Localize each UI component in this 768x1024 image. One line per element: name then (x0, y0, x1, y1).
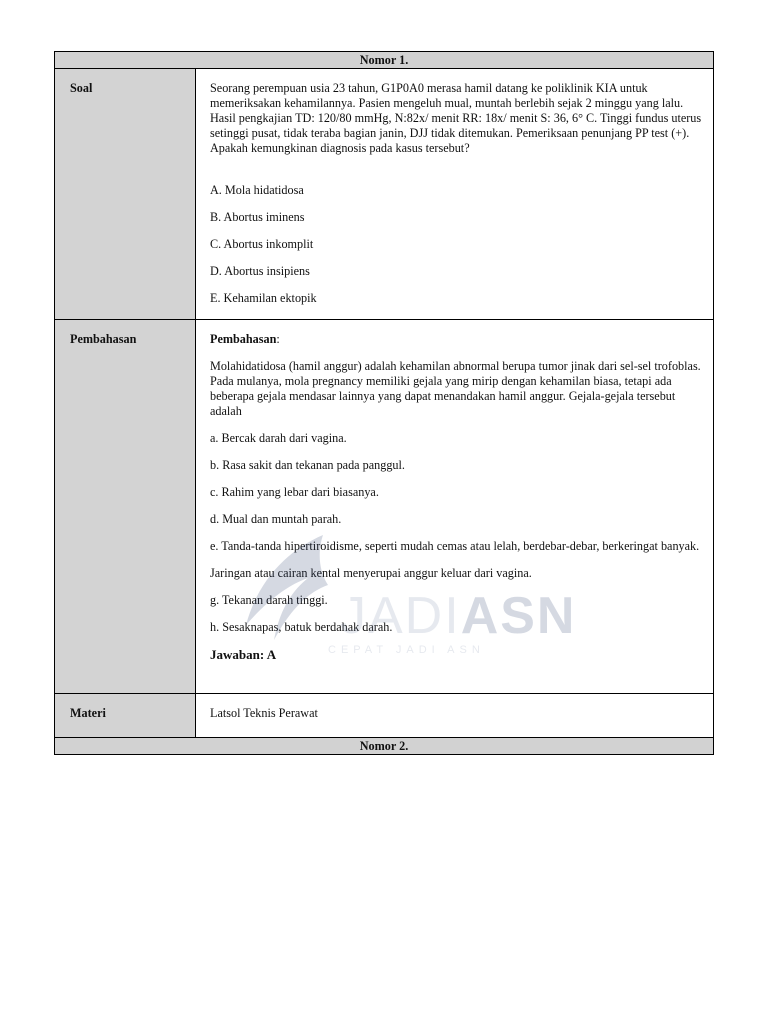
materi-label: Materi (55, 694, 196, 738)
symptom-item: g. Tekanan darah tinggi. (210, 593, 328, 607)
pembahasan-title-text: Pembahasan (210, 332, 277, 346)
pembahasan-intro: Molahidatidosa (hamil anggur) adalah kehamilan abnormal berupa tumor jinak dari sel-sel trofoblas. Pada mulanya, mola pregnancy memiliki gejala yang mirip dengan kehamilan biasa, tetapi ada beberapa gejala mendasar lainnya yang dapat menandakan hamil anggur. Gejala-gejala tersebut adalah (210, 359, 701, 418)
next-question-header: Nomor 2. (55, 738, 714, 755)
symptom-item: a. Bercak darah dari vagina. (210, 431, 347, 445)
option-b: B. Abortus iminens (210, 210, 305, 224)
soal-content (196, 69, 714, 320)
watermark-brand-bold: ASN (460, 587, 577, 645)
symptom-item: d. Mual dan muntah parah. (210, 512, 342, 526)
option-c: C. Abortus inkomplit (210, 237, 314, 251)
option-d: D. Abortus insipiens (210, 264, 310, 278)
pembahasan-title-colon: : (276, 332, 280, 346)
question-number-header: Nomor 1. (55, 52, 714, 69)
watermark-brand-light: JADI (340, 587, 461, 645)
symptom-item: b. Rasa sakit dan tekanan pada panggul. (210, 458, 405, 472)
option-a: A. Mola hidatidosa (210, 183, 304, 197)
question-text: Seorang perempuan usia 23 tahun, G1P0A0 merasa hamil datang ke poliklinik KIA untuk memeriksakan kehamilannya. Pasien mengeluh mual, muntah berlebih sejak 2 minggu yang lalu. Hasil pengkajian TD: 120/80 mmHg, N:82x/ menit RR: 18x/ menit S: 36, 6° C. Tinggi fundus uterus setinggi pusat, tidak teraba bagian janin, DJJ tidak ditemukan. Pemeriksaan penunjang PP test (+). Apakah kemungkinan diagnosis pada kasus tersebut? (210, 81, 702, 155)
soal-label: Soal (55, 69, 196, 320)
pembahasan-title (210, 332, 709, 347)
option-e: E. Kehamilan ektopik (210, 291, 317, 305)
pembahasan-content (196, 320, 714, 694)
materi-value: Latsol Teknis Perawat (196, 694, 714, 738)
question-table (54, 51, 714, 755)
watermark-tagline: CEPAT JADI ASN (328, 644, 485, 656)
symptom-item: Jaringan atau cairan kental menyerupai anggur keluar dari vagina. (210, 566, 532, 580)
symptom-item: c. Rahim yang lebar dari biasanya. (210, 485, 379, 499)
symptom-item: h. Sesaknapas, batuk berdahak darah. (210, 620, 393, 634)
answer-key: Jawaban: A (210, 647, 277, 662)
pembahasan-label: Pembahasan (55, 320, 196, 694)
symptom-item: e. Tanda-tanda hipertiroidisme, seperti mudah cemas atau lelah, berdebar-debar, berkeringat banyak. (210, 539, 700, 553)
